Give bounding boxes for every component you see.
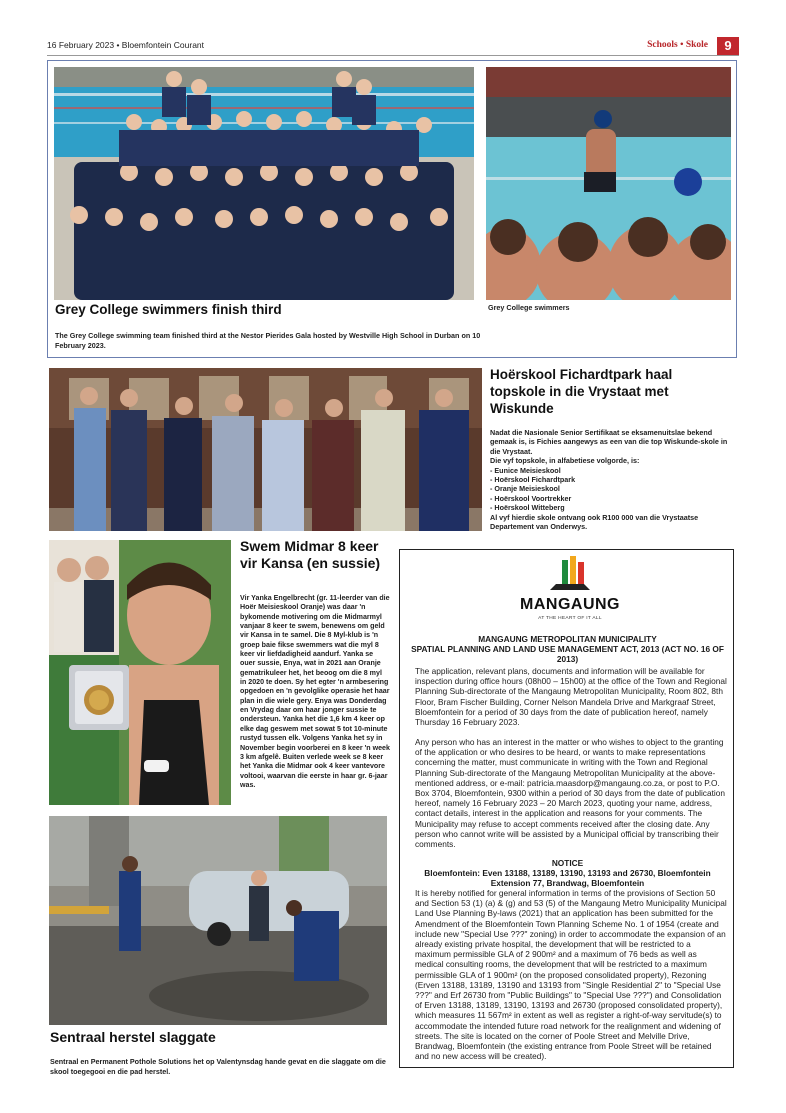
headline-grey-college: Grey College swimmers finish third [55,302,282,317]
school-list-item: - Hoërskool Voortrekker [490,493,572,503]
midmar-article-body: Vir Yanka Engelbrecht (gr. 11-leerder van die Hoër Meisieskool Oranje) was daar 'n bykomende motivering om die Midmarmyl vanjaar 8 keer te swem, benewens om geld vir Kansa in te samel. Die 8 Myl-klub is 'n groep baie fikse swemmers wat die myl 8 keer vir liefdadigheid aandurf. Yanka se ouer sussie, Enya, wat in 2021 aan Oranje gematrikuleer het, het beoog om die 8 myl in 2020 te doen. Sy het egter 'n armbesering opgedoen en 'n gevolglike operasie het haar plan in die wiele gery. Enya was Donderdag en Vrydag daar om haar jonger sussie te ondersteun. Yanka het die 1,6 km 4 keer op elke dag geswem met sowat 5 tot 10-minute rustyd tussen elk. Volgens Yanka het sy in November begin voorberei en 8 keer 'n week 3 km afgelê. Buiten verlede week se 8 keer het Yanka die Midmar ook 4 keer vantevore voltooi, waarvan die eerste in haar gr. 6-jaar was. [240,594,390,789]
fichardtpark-closing: Al vyf hierdie skole ontvang ook R100 000 van die Vrystaatse Departement van Onderwys. [490,512,699,532]
fichardtpark-list-title: Die vyf topskole, in alfabetiese volgorde, is: [490,456,640,466]
fichardtpark-group-photo [49,368,482,531]
school-list-item: - Oranje Meisieskool [490,484,560,494]
mangaung-logo [520,556,620,626]
fichardtpark-intro: Nadat die Nasionale Senior Sertifikaat se eksamenuitslae bekend gemaak is, is Fichies aangewys as een van die top Wiskunde-skole in die Vrystaat. [490,428,728,456]
notice-para-inspection: The application, relevant plans, documents and information will be available for inspection during office hours (08h00 – 15h00) at the office of the Town and Regional Planning Sub-directorate of the Mangaung Metropolitan Municipality, Room 802, 8th Floor, Bram Fischer Building, Corner Nelson Mandela Drive and Markgraaf Street, Bloemfontein for a period of 30 days from the date of publication hereof, namely Thursday 16 February 2023. [415,666,727,728]
school-list-item: - Hoërskool Fichardtpark [490,475,576,485]
notice-para-objections: Any person who has an interest in the matter or who wishes to object to the granting of the application or who desires to be heard, or wants to make representations concerning the matter, must communicate in writing with the Town and Regional Planning Sub-directorate of the Mangaung Metropolitan Municipality at the above-mentioned address, or e-mail: patricia.maasdorp@mangaung.co.za, or post to P.O. Box 3704, Bloemfontein, 9300 within a period of 30 days from the date of publication hereof, namely 16 February 2023 – 20 March 2023, quoting your name, address, contact details, interest in the application and reasons for your comments. The Municipality may refuse to accept comments received after the closing date. Any person who cannot write will be assisted by a Municipal official by transcribing their comments. [415,737,725,850]
headline-midmar: Swem Midmar 8 keer vir Kansa (en sussie) [240,538,381,571]
issue-date-and-paper: 16 February 2023 • Bloemfontein Courant [47,40,205,50]
section-label: Schools • Skole [647,40,708,50]
mangaung-logo-name: MANGAUNG [520,596,620,613]
caption-grey-college: The Grey College swimming team finished third at the Nestor Pierides Gala hosted by Westville High School in Durban on 10 February 2023. [55,331,481,350]
pothole-repair-photo [49,816,387,1025]
school-list-item: - Hoërskool Witteberg [490,503,565,513]
mangaung-logo-tagline: AT THE HEART OF IT ALL [538,616,602,621]
notice-heading: NOTICE [551,858,584,868]
school-list-item: - Eunice Meisieskool [490,465,561,475]
notice-para-application: It is hereby notified for general information in terms of the provisions of Section 50 and Section 53 (1) (a) & (g) and 53 (5) of the Mangaung Metro Municipality Municipal Land Use Planning By-laws (2021) that an application has been submitted for the Amendment of the Bloemfontein Town Planning Scheme No. 1 of 1954 (create and include new "Special Use ???" zoning) in order to accommodate the expansion of an already existing private hospital, the development that will be restricted to a maximum permissible GLA of 2 900m² and a maximum of 76 beds as well as medical consulting rooms, the development that will be restricted to a maximum permissible GLA of 1 900m² (on the proposed consolidated property), Rezoning (Erven 13188, 13189, 13190 and 13193 from "Single Residential 2" to "Special Use ???" and Erf 26730 from "Public Buildings" to "Special Use ???") and Consolidation of Erven 13188, 13189, 13190, 13193 and 26730 (proposed consolidated property), which measures 11 567m² in extent as well as register a right-of-way servitude(s) to accommodate the intended future road network for the realignment and widening of streets. The site is located on the corner of Poole Street and Melville Drive, Brandwag, Bloemfontein (the existing entrance from Poole Street will be retained and no new access will be created). [415,888,727,1062]
notice-municipality-title: MANGAUNG METROPOLITAN MUNICIPALITY [478,634,657,644]
notice-act-title: SPATIAL PLANNING AND LAND USE MANAGEMENT ACT, 2013 (ACT NO. 16 OF 2013) [411,644,724,665]
caption-sentraal: Sentraal en Permanent Pothole Solutions het op Valentynsdag hande gevat en die slaggate om die skool toegegooi en die pad herstel. [50,1057,386,1076]
page-number: 9 [717,37,739,55]
headline-sentraal: Sentraal herstel slaggate [50,1029,216,1045]
caption-grey-college-swimmers: Grey College swimmers [488,303,570,312]
grey-college-team-photo [54,67,474,300]
yanka-medal-photo [49,540,231,805]
headline-fichardtpark: Hoërskool Fichardtpark haal topskole in die Vrystaat met Wiskunde [490,367,673,416]
swimmer-diving-photo [486,67,731,300]
fichardtpark-article-body [490,428,736,531]
header-rule [47,55,739,56]
notice-subheading: Bloemfontein: Even 13188, 13189, 13190, 13193 and 26730, Bloemfontein Extension 77, Brandwag, Bloemfontein [424,868,711,889]
mangaung-logo-mark [520,556,620,598]
